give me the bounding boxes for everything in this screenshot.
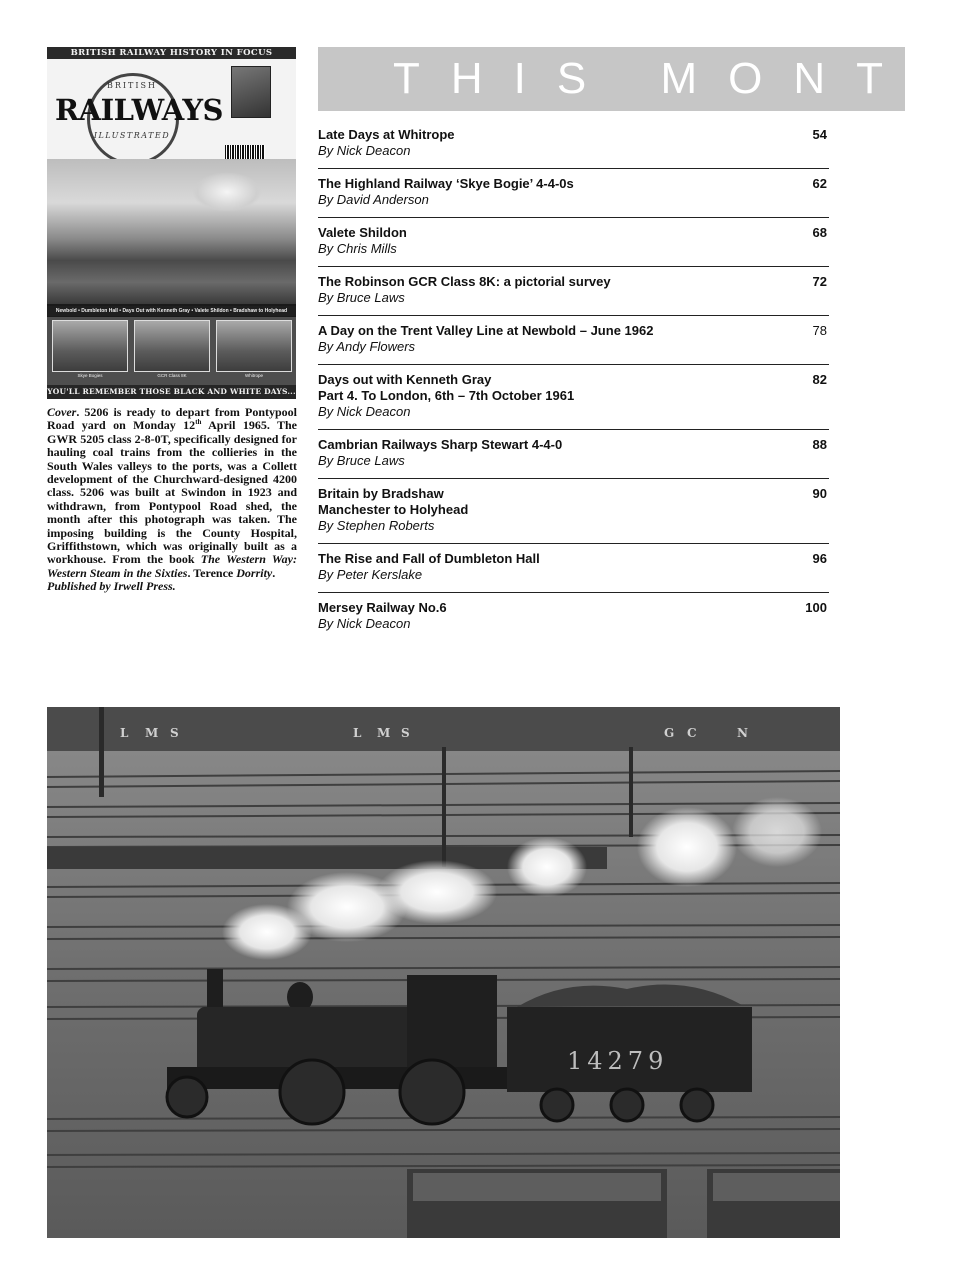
page-title: THIS MONTH	[393, 54, 977, 103]
signal-post	[99, 707, 104, 797]
wagon-letter: S	[401, 726, 410, 740]
caption-book-title: The Western Way: Western Steam in the Sixties	[47, 552, 298, 580]
toc-author: By Nick Deacon	[318, 404, 411, 419]
toc-title: Late Days at Whitrope	[318, 127, 455, 142]
locomotive-photograph	[47, 707, 840, 1238]
wheel	[400, 1060, 464, 1124]
cover-top-banner: BRITISH RAILWAY HISTORY IN FOCUS	[47, 47, 296, 59]
wheel	[541, 1089, 573, 1121]
caption-body	[47, 406, 297, 580]
toc-page-number: 78	[812, 323, 827, 338]
logo-title: RAILWAYS	[55, 93, 224, 127]
cover-contents-strip: Newbold • Dumbleton Hall • Days Out with Kenneth Gray • Valete Shildon • Bradshaw to Holyhead	[47, 306, 296, 316]
toc-author: By David Anderson	[318, 192, 429, 207]
cover-thumbnails	[47, 317, 296, 385]
toc-page-number: 68	[812, 225, 827, 240]
signal-post	[442, 747, 446, 867]
wheel	[611, 1089, 643, 1121]
this-month-banner	[318, 47, 977, 111]
toc-title: Cambrian Railways Sharp Stewart 4-4-0	[318, 437, 563, 452]
wagon-letter: S	[170, 726, 179, 740]
caption-text: . Terence	[187, 565, 237, 580]
wagon-letter: N	[737, 726, 748, 740]
toc-title: Days out with Kenneth Gray	[318, 372, 492, 387]
logo-british: BRITISH	[106, 81, 157, 90]
wagon-letter: L	[353, 726, 362, 740]
toc-page-number: 72	[812, 274, 827, 289]
cover-thumb-label: Whitrope	[244, 373, 263, 378]
wagon-letter: C	[687, 726, 697, 740]
toc-entry[interactable]	[318, 544, 829, 593]
caption-text: . 5206 is ready to depart from Pontypool Road yard on Monday 12	[47, 405, 297, 433]
toc-author: By Peter Kerslake	[318, 567, 423, 582]
toc-author: By Chris Mills	[318, 241, 397, 256]
toc-title: Valete Shildon	[318, 225, 407, 240]
wagon-letter: M	[145, 726, 159, 740]
toc-page-number: 62	[812, 176, 827, 191]
caption-lead: Cover	[47, 405, 77, 419]
cover-thumb-image	[52, 320, 128, 372]
wheel	[280, 1060, 344, 1124]
caption-publisher	[47, 580, 297, 593]
smoke	[507, 837, 587, 897]
toc-entry[interactable]	[318, 593, 829, 641]
toc-page-number: 90	[812, 486, 827, 501]
smoke	[377, 860, 497, 924]
toc-title: Britain by Bradshaw	[318, 486, 444, 501]
cover-photo-smoke	[192, 172, 262, 212]
toc-author: By Bruce Laws	[318, 290, 405, 305]
cab	[407, 975, 497, 1075]
toc-author: By Bruce Laws	[318, 453, 405, 468]
cover-thumb-image	[216, 320, 292, 372]
toc-entry[interactable]	[318, 267, 829, 316]
wheel	[167, 1077, 207, 1117]
chimney	[207, 969, 223, 1009]
cover-bottom-banner: YOU'LL REMEMBER THOSE BLACK AND WHITE DAYS...	[47, 385, 296, 399]
toc-author: By Andy Flowers	[318, 339, 416, 354]
toc-page-number: 54	[812, 127, 827, 142]
photo-scene	[47, 707, 840, 1238]
caption-text: April 1965. The GWR 5205 class 2-8-0T, specifically designed for hauling coal trains from the collieries in the South Wales valleys to the ports, was a Collett development of the Churchward-designed 4200 class. 5206 was built at Swindon in 1923 and withdrawn, from Pontypool Road shed, the month after this photograph was taken. The imposing building is the County Hospital, Griffithstown, which was originally built as a workhouse. From the book	[47, 418, 297, 567]
caption-text: .	[272, 565, 276, 580]
engine-number: 14279	[567, 1047, 669, 1075]
wagon-row	[47, 707, 840, 751]
logo-illustrated: ILLUSTRATED	[93, 131, 171, 140]
toc-entry[interactable]	[318, 169, 829, 218]
toc-page-number: 96	[812, 551, 827, 566]
toc-entry[interactable]	[318, 365, 829, 430]
toc-title: The Highland Railway ‘Skye Bogie’ 4-4-0s	[318, 176, 574, 191]
smoke	[732, 797, 822, 867]
toc-title: A Day on the Trent Valley Line at Newbold – June 1962	[318, 323, 654, 338]
toc-entry[interactable]	[318, 218, 829, 267]
table-of-contents	[318, 120, 829, 641]
toc-subtitle: Part 4. To London, 6th – 7th October 1961	[318, 388, 575, 403]
coal-heap	[713, 1173, 840, 1201]
toc-page-number: 82	[812, 372, 827, 387]
signal-post	[629, 747, 633, 837]
cover-mini-image	[231, 66, 271, 118]
cover-photo	[47, 159, 296, 304]
toc-title: The Robinson GCR Class 8K: a pictorial survey	[318, 274, 611, 289]
wagon-letter: M	[377, 726, 391, 740]
toc-entry[interactable]	[318, 430, 829, 479]
cover-caption	[47, 406, 297, 594]
toc-entry[interactable]	[318, 316, 829, 365]
caption-sup: th	[195, 418, 202, 427]
caption-publisher-text: Published by Irwell Press.	[47, 579, 176, 594]
wagon-letter: G	[664, 726, 675, 740]
wagon-letter: L	[120, 726, 129, 740]
wheel	[681, 1089, 713, 1121]
toc-entry[interactable]	[318, 479, 829, 544]
toc-title: The Rise and Fall of Dumbleton Hall	[318, 551, 540, 566]
toc-author: By Nick Deacon	[318, 616, 411, 631]
cover-thumb-image	[134, 320, 210, 372]
caption-author: Dorrity	[236, 565, 273, 580]
toc-entry[interactable]	[318, 120, 829, 169]
toc-page-number: 88	[812, 437, 827, 452]
cover-thumb-label: GCR Class 8K	[157, 373, 187, 378]
toc-subtitle: Manchester to Holyhead	[318, 502, 469, 517]
toc-author: By Stephen Roberts	[318, 518, 435, 533]
magazine-cover	[47, 47, 296, 399]
toc-author: By Nick Deacon	[318, 143, 411, 158]
toc-page-number: 100	[805, 600, 827, 615]
cover-thumb-label: Skye Bogies	[77, 373, 103, 378]
toc-title: Mersey Railway No.6	[318, 600, 447, 615]
coal-heap	[413, 1173, 661, 1201]
smoke	[637, 807, 737, 887]
